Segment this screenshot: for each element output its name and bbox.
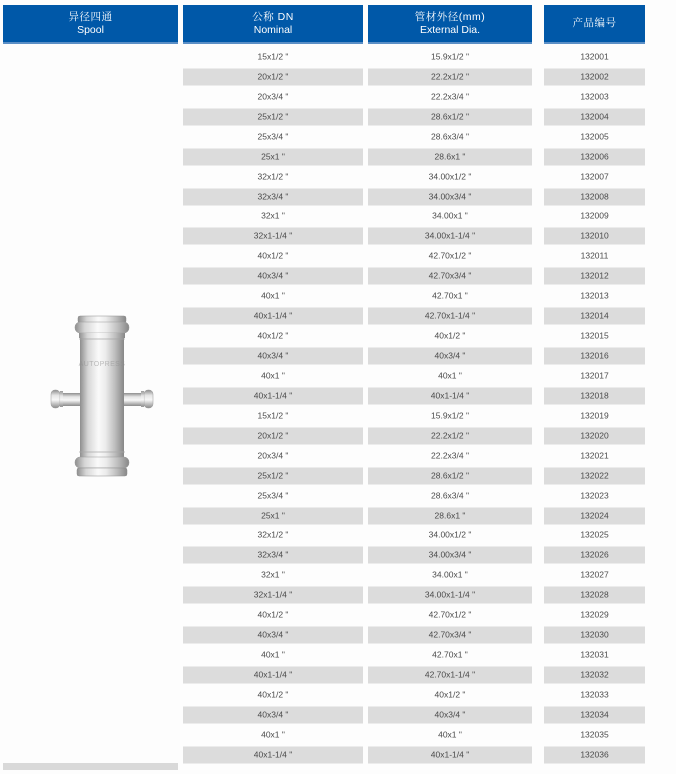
cell-nominal: 32x1/2 " [257, 529, 289, 540]
cell-external-dia: 34.00x1/2 " [428, 171, 472, 182]
cell-product-code: 132035 [580, 729, 609, 740]
cell-product-code: 132007 [580, 171, 609, 182]
cell-external-dia: 22.2x1/2 " [368, 68, 532, 85]
cell-external-dia: 28.6x1/2 " [368, 108, 532, 125]
table-row [0, 226, 676, 246]
cell-nominal: 15x1/2 " [257, 51, 289, 62]
cell-product-code: 132022 [544, 467, 645, 484]
cell-product-code: 132006 [544, 148, 645, 165]
table-row [0, 266, 676, 286]
cell-product-code: 132017 [580, 370, 609, 381]
cell-external-dia: 15.9x1/2 " [431, 410, 469, 421]
table-row [0, 605, 676, 625]
cell-product-code: 132032 [544, 667, 645, 684]
table-row [0, 625, 676, 645]
cell-product-code: 132004 [544, 108, 645, 125]
cell-nominal: 20x3/4 " [257, 91, 289, 102]
cell-external-dia: 28.6x1 " [368, 148, 532, 165]
cell-external-dia: 40x3/4 " [368, 706, 532, 723]
cell-product-code: 132009 [580, 210, 609, 221]
table-row [0, 645, 676, 665]
cell-nominal: 40x1 " [261, 729, 285, 740]
cell-product-code: 132016 [544, 348, 645, 365]
cell-nominal: 40x3/4 " [183, 627, 363, 644]
table-row [0, 87, 676, 107]
cell-nominal: 40x3/4 " [183, 268, 363, 285]
product-marking: AUTOPRESS [78, 361, 126, 368]
cell-external-dia: 34.00x1/2 " [428, 529, 472, 540]
table-row [0, 585, 676, 605]
cell-external-dia: 40x1-1/4 " [368, 746, 532, 763]
table-row [0, 67, 676, 87]
cell-product-code: 132028 [544, 587, 645, 604]
cell-product-code: 132012 [544, 268, 645, 285]
header-spool-en: Spool [77, 23, 104, 36]
cell-nominal: 32x1 " [261, 210, 285, 221]
cell-nominal: 40x1 " [261, 649, 285, 660]
cell-external-dia: 34.00x1 " [432, 569, 468, 580]
header-col-product-code [544, 5, 645, 44]
cell-product-code: 132005 [580, 131, 609, 142]
cell-external-dia: 34.00x1 " [432, 210, 468, 221]
cell-external-dia: 34.00x3/4 " [368, 188, 532, 205]
cell-nominal: 20x1/2 " [183, 68, 363, 85]
header-nominal-zh: 公称 DN [252, 11, 294, 23]
cell-product-code: 132018 [544, 387, 645, 404]
header-spool-zh: 异径四通 [68, 11, 113, 23]
cell-product-code: 132034 [544, 706, 645, 723]
cell-product-code: 132014 [544, 308, 645, 325]
cell-nominal: 25x1 " [183, 507, 363, 524]
cell-external-dia: 15.9x1/2 " [431, 51, 469, 62]
cell-product-code: 132001 [580, 51, 609, 62]
cell-product-code: 132010 [544, 228, 645, 245]
cell-external-dia: 34.00x3/4 " [368, 547, 532, 564]
cell-nominal: 25x1/2 " [183, 108, 363, 125]
table-row [0, 47, 676, 67]
cell-external-dia: 28.6x3/4 " [431, 131, 469, 142]
cell-nominal: 32x1 " [261, 569, 285, 580]
cell-external-dia: 42.70x3/4 " [368, 627, 532, 644]
cell-nominal: 40x3/4 " [183, 706, 363, 723]
cell-product-code: 132013 [580, 290, 609, 301]
cell-external-dia: 40x1-1/4 " [368, 387, 532, 404]
cell-nominal: 40x3/4 " [183, 348, 363, 365]
header-col-nominal [183, 5, 363, 44]
cell-external-dia: 40x1/2 " [434, 689, 466, 700]
table-row [0, 127, 676, 147]
cell-nominal: 25x3/4 " [257, 131, 289, 142]
cell-external-dia: 40x1 " [438, 370, 462, 381]
cell-nominal: 20x3/4 " [257, 450, 289, 461]
header-nominal-en: Nominal [253, 23, 293, 36]
table-row [0, 506, 676, 526]
cell-external-dia: 40x3/4 " [368, 348, 532, 365]
cell-external-dia: 34.00x1-1/4 " [368, 228, 532, 245]
cell-nominal: 25x1 " [183, 148, 363, 165]
fitting-body [75, 316, 129, 476]
cell-external-dia: 42.70x1/2 " [428, 609, 472, 620]
cell-product-code: 132011 [580, 250, 609, 261]
table-row [0, 246, 676, 266]
cell-product-code: 132027 [580, 569, 609, 580]
cell-product-code: 132023 [580, 490, 609, 501]
product-photo-spool-fitting [50, 314, 154, 480]
header-code-zh: 产品编号 [572, 17, 617, 30]
table-row [0, 107, 676, 127]
cell-nominal: 32x1-1/4 " [183, 228, 363, 245]
header-external-en: External Dia. [419, 23, 481, 36]
table-row [0, 565, 676, 585]
cell-external-dia: 40x1 " [438, 729, 462, 740]
table-row [0, 147, 676, 167]
table-row [0, 705, 676, 725]
cell-external-dia: 28.6x1 " [368, 507, 532, 524]
cell-product-code: 132026 [544, 547, 645, 564]
cell-product-code: 132019 [580, 410, 609, 421]
table-row [0, 167, 676, 187]
table-row [0, 526, 676, 546]
cell-nominal: 40x1-1/4 " [183, 746, 363, 763]
next-section-edge-strip [3, 763, 178, 770]
table-row [0, 286, 676, 306]
cell-external-dia: 22.2x3/4 " [431, 91, 469, 102]
cell-nominal: 40x1/2 " [257, 250, 289, 261]
branch-right [120, 390, 153, 408]
cell-nominal: 40x1/2 " [257, 609, 289, 620]
header-col-spool [3, 5, 178, 44]
cell-product-code: 132002 [544, 68, 645, 85]
cell-nominal: 40x1-1/4 " [183, 387, 363, 404]
cell-external-dia: 42.70x1 " [432, 649, 468, 660]
cell-external-dia: 40x1/2 " [434, 330, 466, 341]
cell-product-code: 132033 [580, 689, 609, 700]
table-row [0, 486, 676, 506]
cell-product-code: 132008 [544, 188, 645, 205]
cell-nominal: 40x1 " [261, 370, 285, 381]
cell-product-code: 132031 [580, 649, 609, 660]
cell-nominal: 40x1-1/4 " [183, 308, 363, 325]
cell-product-code: 132036 [544, 746, 645, 763]
cell-nominal: 40x1/2 " [257, 330, 289, 341]
table-row [0, 745, 676, 765]
cell-product-code: 132025 [580, 529, 609, 540]
cell-product-code: 132003 [580, 91, 609, 102]
header-external-zh: 管材外径(mm) [414, 11, 486, 23]
cell-external-dia: 22.2x3/4 " [431, 450, 469, 461]
cell-external-dia: 42.70x3/4 " [368, 268, 532, 285]
cell-product-code: 132020 [544, 427, 645, 444]
cell-external-dia: 42.70x1 " [432, 290, 468, 301]
cell-external-dia: 34.00x1-1/4 " [368, 587, 532, 604]
cell-nominal: 40x1/2 " [257, 689, 289, 700]
cell-nominal: 25x1/2 " [183, 467, 363, 484]
branch-left [51, 390, 84, 408]
cell-nominal: 25x3/4 " [257, 490, 289, 501]
cell-product-code: 132021 [580, 450, 609, 461]
cell-nominal: 32x1/2 " [257, 171, 289, 182]
cell-external-dia: 28.6x3/4 " [431, 490, 469, 501]
cell-nominal: 32x3/4 " [183, 188, 363, 205]
table-row [0, 207, 676, 227]
cell-nominal: 40x1 " [261, 290, 285, 301]
cell-product-code: 132030 [544, 627, 645, 644]
table-row [0, 685, 676, 705]
table-row [0, 545, 676, 565]
cell-nominal: 32x3/4 " [183, 547, 363, 564]
cell-nominal: 20x1/2 " [183, 427, 363, 444]
table-row [0, 725, 676, 745]
header-col-external-dia [368, 5, 532, 44]
cell-external-dia: 42.70x1-1/4 " [368, 308, 532, 325]
cell-product-code: 132015 [580, 330, 609, 341]
cell-nominal: 32x1-1/4 " [183, 587, 363, 604]
cell-nominal: 15x1/2 " [257, 410, 289, 421]
cell-product-code: 132029 [580, 609, 609, 620]
cell-external-dia: 22.2x1/2 " [368, 427, 532, 444]
cell-product-code: 132024 [544, 507, 645, 524]
cell-external-dia: 42.70x1-1/4 " [368, 667, 532, 684]
table-row [0, 187, 676, 207]
cell-external-dia: 42.70x1/2 " [428, 250, 472, 261]
cell-external-dia: 28.6x1/2 " [368, 467, 532, 484]
table-row [0, 665, 676, 685]
cell-nominal: 40x1-1/4 " [183, 667, 363, 684]
